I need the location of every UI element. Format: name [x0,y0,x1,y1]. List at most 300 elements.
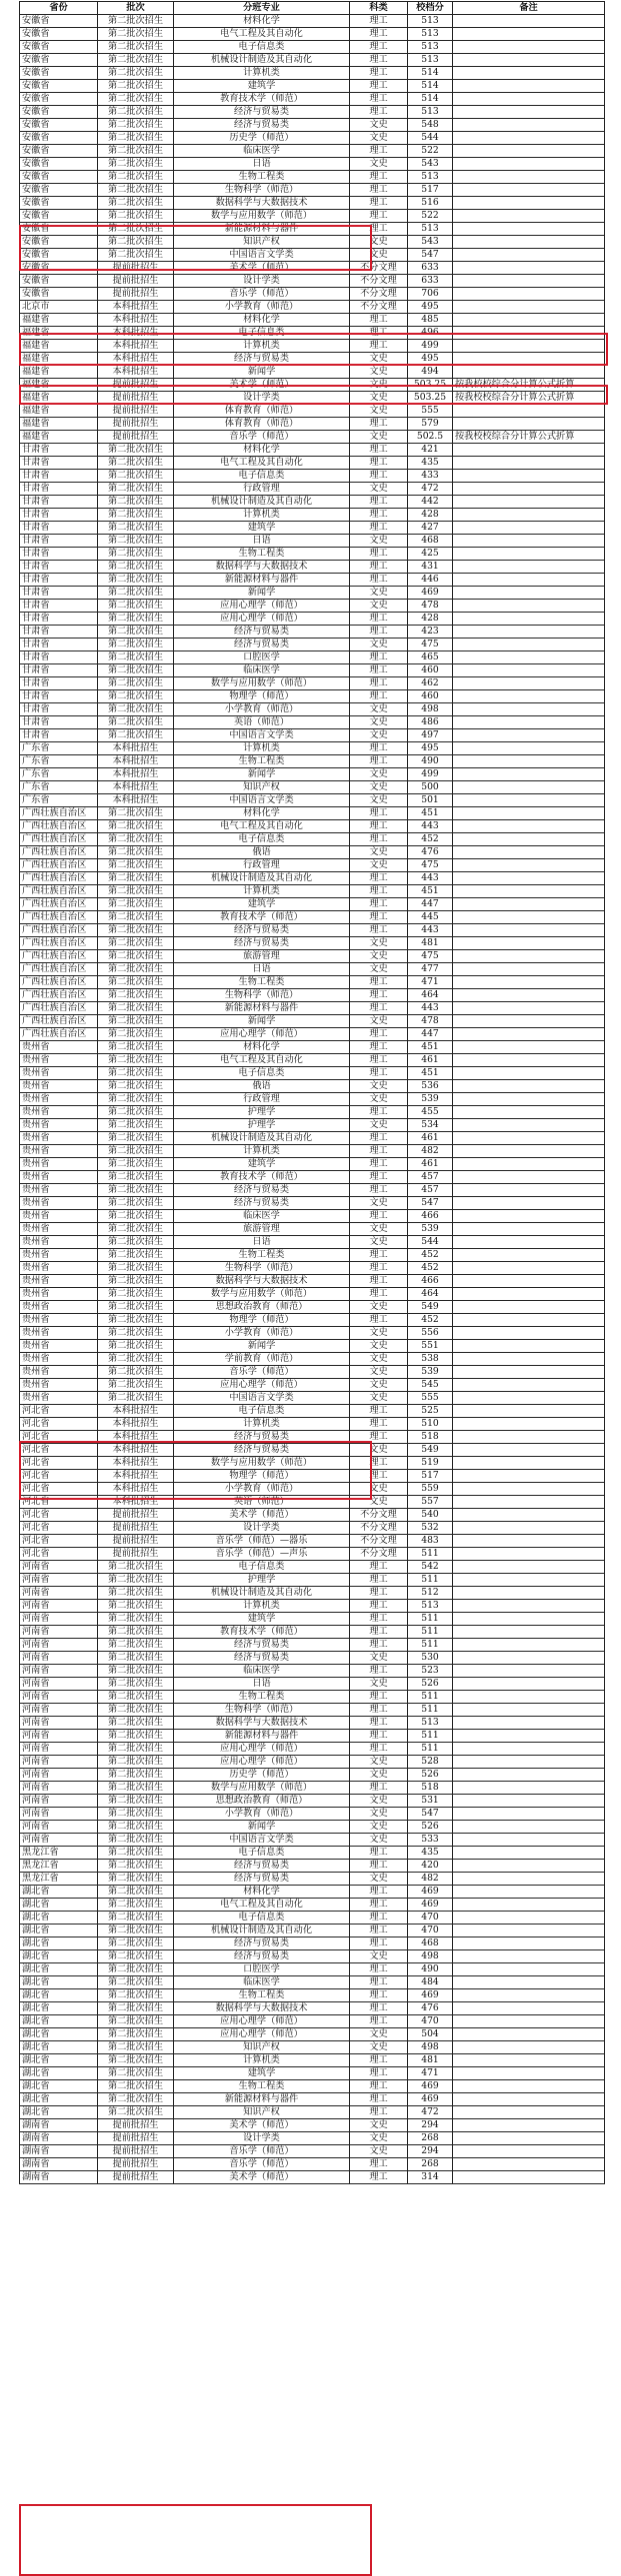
cell-province: 湖北省 [20,1899,98,1912]
cell-major: 教育技术学（师范） [174,93,350,106]
cell-major: 知识产权 [174,2106,350,2119]
cell-batch: 第二批次招生 [98,1093,174,1106]
cell-remark [453,405,605,418]
cell-major: 英语（师范） [174,1496,350,1509]
cell-major: 计算机类 [174,340,350,353]
cell-province: 河南省 [20,1665,98,1678]
cell-category: 理工 [350,418,408,431]
cell-province: 湖北省 [20,2002,98,2015]
cell-category: 文史 [350,587,408,600]
table-row [20,639,605,651]
cell-category: 理工 [350,1847,408,1860]
cell-category: 理工 [350,976,408,989]
table-row [20,1950,605,1963]
table-row [20,626,605,639]
cell-remark [453,1015,605,1028]
cell-remark [453,275,605,288]
cell-batch: 第二批次招生 [98,1613,174,1626]
cell-major: 新闻学 [174,366,350,379]
cell-province: 甘肃省 [20,600,98,613]
cell-province: 甘肃省 [20,703,98,716]
cell-province: 安徽省 [20,28,98,41]
cell-category: 理工 [350,522,408,535]
table-row [20,1574,605,1587]
cell-batch: 第二批次招生 [98,548,174,561]
cell-category: 不分文理 [350,1509,408,1522]
cell-score: 516 [408,197,453,210]
cell-province: 广西壮族自治区 [20,911,98,924]
cell-remark [453,1314,605,1327]
table-row [20,1899,605,1912]
cell-batch: 第二批次招生 [98,911,174,924]
cell-province: 河北省 [20,1418,98,1431]
cell-batch: 提前批招生 [98,2145,174,2158]
cell-remark [453,690,605,703]
cell-major: 数据科学与大数据技术 [174,1717,350,1730]
cell-major: 经济与贸易类 [174,106,350,119]
cell-score: 511 [408,1639,453,1652]
cell-category: 文史 [350,1950,408,1963]
cell-category: 理工 [350,1002,408,1015]
cell-category: 理工 [350,651,408,664]
cell-score: 542 [408,1561,453,1574]
cell-batch: 本科批招生 [98,366,174,379]
cell-major: 材料化学 [174,314,350,327]
cell-province: 湖北省 [20,2080,98,2093]
table-row [20,1808,605,1821]
cell-remark [453,1236,605,1249]
table-row [20,1756,605,1769]
cell-batch: 第二批次招生 [98,1899,174,1912]
cell-major: 计算机类 [174,885,350,898]
cell-category: 文史 [350,132,408,145]
table-row [20,2002,605,2015]
cell-major: 日语 [174,535,350,548]
table-row [20,755,605,768]
cell-remark [453,1444,605,1457]
cell-province: 广西壮族自治区 [20,872,98,885]
cell-province: 贵州省 [20,1067,98,1080]
table-row [20,2054,605,2067]
cell-major: 小学教育（师范） [174,1483,350,1496]
cell-major: 计算机类 [174,742,350,755]
cell-province: 贵州省 [20,1041,98,1054]
cell-batch: 第二批次招生 [98,1950,174,1963]
cell-remark [453,703,605,716]
cell-batch: 提前批招生 [98,392,174,405]
cell-batch: 本科批招生 [98,353,174,366]
cell-remark [453,1613,605,1626]
table-row [20,833,605,846]
cell-remark [453,1054,605,1067]
cell-category: 文史 [350,236,408,249]
table-row [20,950,605,963]
cell-score: 471 [408,976,453,989]
table-body [20,15,605,2184]
cell-province: 河南省 [20,1704,98,1717]
table-row [20,898,605,911]
cell-province: 安徽省 [20,236,98,249]
cell-province: 湖北省 [20,2093,98,2106]
cell-remark [453,639,605,651]
cell-score: 511 [408,1613,453,1626]
cell-remark [453,1145,605,1158]
cell-score: 420 [408,1860,453,1873]
cell-major: 日语 [174,1678,350,1691]
cell-remark [453,1080,605,1093]
table-row [20,1665,605,1678]
cell-major: 经济与贸易类 [174,353,350,366]
cell-category: 文史 [350,158,408,171]
cell-remark [453,1093,605,1106]
cell-batch: 第二批次招生 [98,1652,174,1665]
cell-province: 甘肃省 [20,483,98,496]
cell-remark [453,1340,605,1353]
cell-province: 广西壮族自治区 [20,846,98,859]
table-row [20,768,605,781]
cell-category: 文史 [350,119,408,132]
cell-major: 材料化学 [174,1886,350,1899]
cell-major: 美术学（师范） [174,1509,350,1522]
cell-category: 理工 [350,1976,408,1989]
table-row [20,1704,605,1717]
cell-major: 建筑学 [174,1613,350,1626]
table-row [20,2106,605,2119]
cell-major: 机械设计制造及其自动化 [174,1587,350,1600]
table-row [20,1028,605,1041]
cell-category: 理工 [350,872,408,885]
cell-score: 475 [408,950,453,963]
cell-batch: 第二批次招生 [98,483,174,496]
cell-score: 525 [408,1405,453,1418]
cell-batch: 第二批次招生 [98,1353,174,1366]
cell-major: 电子信息类 [174,470,350,483]
cell-batch: 第二批次招生 [98,1171,174,1184]
cell-category: 文史 [350,1301,408,1314]
cell-batch: 第二批次招生 [98,1561,174,1574]
cell-batch: 第二批次招生 [98,1574,174,1587]
cell-score: 469 [408,2080,453,2093]
cell-remark [453,1353,605,1366]
cell-category: 理工 [350,742,408,755]
table-row [20,664,605,677]
table-row [20,976,605,989]
cell-major: 应用心理学（师范） [174,600,350,613]
cell-score: 481 [408,937,453,950]
cell-major: 经济与贸易类 [174,1652,350,1665]
cell-major: 计算机类 [174,1145,350,1158]
cell-category: 理工 [350,1989,408,2002]
cell-province: 甘肃省 [20,444,98,457]
cell-province: 湖南省 [20,2145,98,2158]
cell-major: 美术学（师范） [174,262,350,275]
cell-batch: 第二批次招生 [98,1808,174,1821]
cell-remark [453,1717,605,1730]
cell-remark [453,1197,605,1210]
cell-batch: 提前批招生 [98,431,174,444]
cell-province: 湖南省 [20,2171,98,2184]
cell-batch: 第二批次招生 [98,249,174,262]
cell-category: 理工 [350,106,408,119]
cell-category: 理工 [350,677,408,690]
cell-category: 理工 [350,1925,408,1937]
cell-remark [453,1925,605,1937]
cell-score: 482 [408,1873,453,1886]
cell-category: 理工 [350,1470,408,1483]
cell-remark [453,444,605,457]
cell-score: 538 [408,1353,453,1366]
cell-province: 河北省 [20,1548,98,1561]
cell-remark [453,28,605,41]
cell-remark [453,963,605,976]
cell-category: 文史 [350,1015,408,1028]
table-row [20,1743,605,1756]
table-row [20,223,605,236]
cell-category: 理工 [350,41,408,54]
cell-category: 理工 [350,171,408,184]
table-row [20,1561,605,1574]
cell-category: 文史 [350,1236,408,1249]
cell-batch: 第二批次招生 [98,613,174,626]
cell-remark [453,1652,605,1665]
cell-batch: 本科批招生 [98,1470,174,1483]
cell-remark [453,197,605,210]
cell-major: 数学与应用数学（师范） [174,1457,350,1470]
cell-remark [453,15,605,28]
cell-major: 生物工程类 [174,1249,350,1262]
cell-score: 482 [408,1145,453,1158]
cell-remark [453,1457,605,1470]
cell-remark [453,1873,605,1886]
cell-remark [453,1288,605,1301]
cell-major: 应用心理学（师范） [174,1028,350,1041]
table-row [20,1353,605,1366]
cell-province: 广东省 [20,742,98,755]
cell-province: 福建省 [20,353,98,366]
cell-major: 计算机类 [174,2054,350,2067]
cell-province: 河南省 [20,1639,98,1652]
table-row [20,106,605,119]
cell-category: 理工 [350,1210,408,1223]
cell-category: 文史 [350,716,408,729]
cell-score: 428 [408,613,453,626]
cell-batch: 第二批次招生 [98,1691,174,1704]
cell-remark [453,1821,605,1834]
cell-major: 护理学 [174,1574,350,1587]
cell-remark [453,1574,605,1587]
table-row [20,535,605,548]
cell-category: 文史 [350,2145,408,2158]
cell-score: 513 [408,1600,453,1613]
cell-province: 北京市 [20,301,98,314]
cell-major: 机械设计制造及其自动化 [174,496,350,509]
cell-score: 425 [408,548,453,561]
table-row [20,1145,605,1158]
cell-province: 安徽省 [20,158,98,171]
cell-batch: 本科批招生 [98,768,174,781]
cell-score: 544 [408,1236,453,1249]
cell-province: 福建省 [20,392,98,405]
cell-major: 设计学类 [174,1522,350,1535]
cell-batch: 提前批招生 [98,1548,174,1561]
cell-province: 河南省 [20,1587,98,1600]
table-row [20,1989,605,2002]
cell-batch: 第二批次招生 [98,1989,174,2002]
cell-remark [453,1548,605,1561]
cell-major: 美术学（师范） [174,2119,350,2132]
cell-batch: 第二批次招生 [98,1249,174,1262]
cell-remark [453,1028,605,1041]
cell-score: 511 [408,1574,453,1587]
cell-remark [453,366,605,379]
cell-category: 理工 [350,28,408,41]
cell-batch: 第二批次招生 [98,457,174,470]
cell-score: 501 [408,794,453,807]
cell-major: 历史学（师范） [174,132,350,145]
cell-remark [453,171,605,184]
cell-remark [453,742,605,755]
cell-remark [453,1808,605,1821]
cell-score: 548 [408,119,453,132]
table-row [20,561,605,574]
table-row [20,807,605,820]
cell-batch: 第二批次招生 [98,80,174,93]
cell-province: 黑龙江省 [20,1873,98,1886]
cell-major: 日语 [174,1236,350,1249]
table-row [20,587,605,600]
cell-remark [453,1600,605,1613]
cell-batch: 第二批次招生 [98,2106,174,2119]
cell-batch: 本科批招生 [98,1457,174,1470]
cell-remark [453,664,605,677]
cell-batch: 提前批招生 [98,2132,174,2145]
cell-batch: 第二批次招生 [98,872,174,885]
cell-category: 理工 [350,1600,408,1613]
table-row [20,314,605,327]
table-row [20,1119,605,1132]
cell-province: 河北省 [20,1535,98,1548]
cell-remark [453,262,605,275]
cell-batch: 本科批招生 [98,1483,174,1496]
cell-score: 517 [408,184,453,197]
cell-category: 文史 [350,1678,408,1691]
cell-batch: 第二批次招生 [98,1327,174,1340]
cell-province: 河南省 [20,1808,98,1821]
cell-batch: 第二批次招生 [98,561,174,574]
cell-category: 理工 [350,2171,408,2184]
table-row [20,1158,605,1171]
cell-major: 数据科学与大数据技术 [174,197,350,210]
cell-province: 安徽省 [20,288,98,301]
cell-batch: 本科批招生 [98,742,174,755]
cell-major: 机械设计制造及其自动化 [174,1925,350,1937]
table-row [20,651,605,664]
cell-remark [453,1249,605,1262]
cell-province: 河南省 [20,1782,98,1795]
cell-major: 临床医学 [174,1665,350,1678]
cell-batch: 第二批次招生 [98,1184,174,1197]
cell-category: 文史 [350,2119,408,2132]
cell-score: 495 [408,742,453,755]
header-row [20,2,605,15]
cell-province: 贵州省 [20,1184,98,1197]
table-row [20,405,605,418]
cell-category: 理工 [350,820,408,833]
cell-score: 633 [408,275,453,288]
cell-major: 新闻学 [174,1821,350,1834]
cell-province: 贵州省 [20,1314,98,1327]
cell-batch: 第二批次招生 [98,1937,174,1950]
cell-score: 511 [408,1548,453,1561]
cell-major: 电气工程及其自动化 [174,820,350,833]
cell-category: 理工 [350,1067,408,1080]
cell-score: 469 [408,1886,453,1899]
cell-province: 湖北省 [20,1989,98,2002]
cell-remark [453,1275,605,1288]
cell-score: 478 [408,1015,453,1028]
cell-batch: 第二批次招生 [98,1717,174,1730]
cell-score: 470 [408,1925,453,1937]
cell-major: 电气工程及其自动化 [174,457,350,470]
cell-province: 湖北省 [20,2106,98,2119]
cell-category: 理工 [350,1912,408,1925]
cell-major: 知识产权 [174,2041,350,2054]
table-row [20,1314,605,1327]
cell-score: 421 [408,444,453,457]
cell-batch: 第二批次招生 [98,1639,174,1652]
cell-score: 504 [408,2028,453,2041]
table-row [20,1937,605,1950]
cell-remark [453,1496,605,1509]
cell-batch: 第二批次招生 [98,1976,174,1989]
cell-score: 547 [408,1197,453,1210]
cell-province: 贵州省 [20,1379,98,1392]
cell-province: 河南省 [20,1678,98,1691]
cell-batch: 第二批次招生 [98,1041,174,1054]
cell-major: 经济与贸易类 [174,1197,350,1210]
cell-major: 经济与贸易类 [174,639,350,651]
cell-score: 427 [408,522,453,535]
cell-category: 不分文理 [350,1535,408,1548]
cell-category: 文史 [350,2132,408,2145]
cell-category: 理工 [350,548,408,561]
table-row [20,1444,605,1457]
cell-major: 中国语言文学类 [174,249,350,262]
cell-score: 499 [408,768,453,781]
cell-province: 湖北省 [20,1937,98,1950]
cell-batch: 第二批次招生 [98,171,174,184]
table-row [20,41,605,54]
cell-province: 黑龙江省 [20,1847,98,1860]
cell-score: 513 [408,223,453,236]
cell-batch: 第二批次招生 [98,119,174,132]
cell-category: 理工 [350,664,408,677]
cell-category: 理工 [350,561,408,574]
table-row [20,1470,605,1483]
cell-category: 理工 [350,1574,408,1587]
cell-category: 文史 [350,1366,408,1379]
cell-score: 462 [408,677,453,690]
cell-category: 理工 [350,2158,408,2171]
cell-batch: 第二批次招生 [98,600,174,613]
cell-batch: 本科批招生 [98,1431,174,1444]
cell-category: 理工 [350,1587,408,1600]
cell-category: 不分文理 [350,275,408,288]
cell-major: 电气工程及其自动化 [174,28,350,41]
cell-province: 湖北省 [20,2015,98,2028]
cell-score: 268 [408,2158,453,2171]
cell-major: 经济与贸易类 [174,1950,350,1963]
